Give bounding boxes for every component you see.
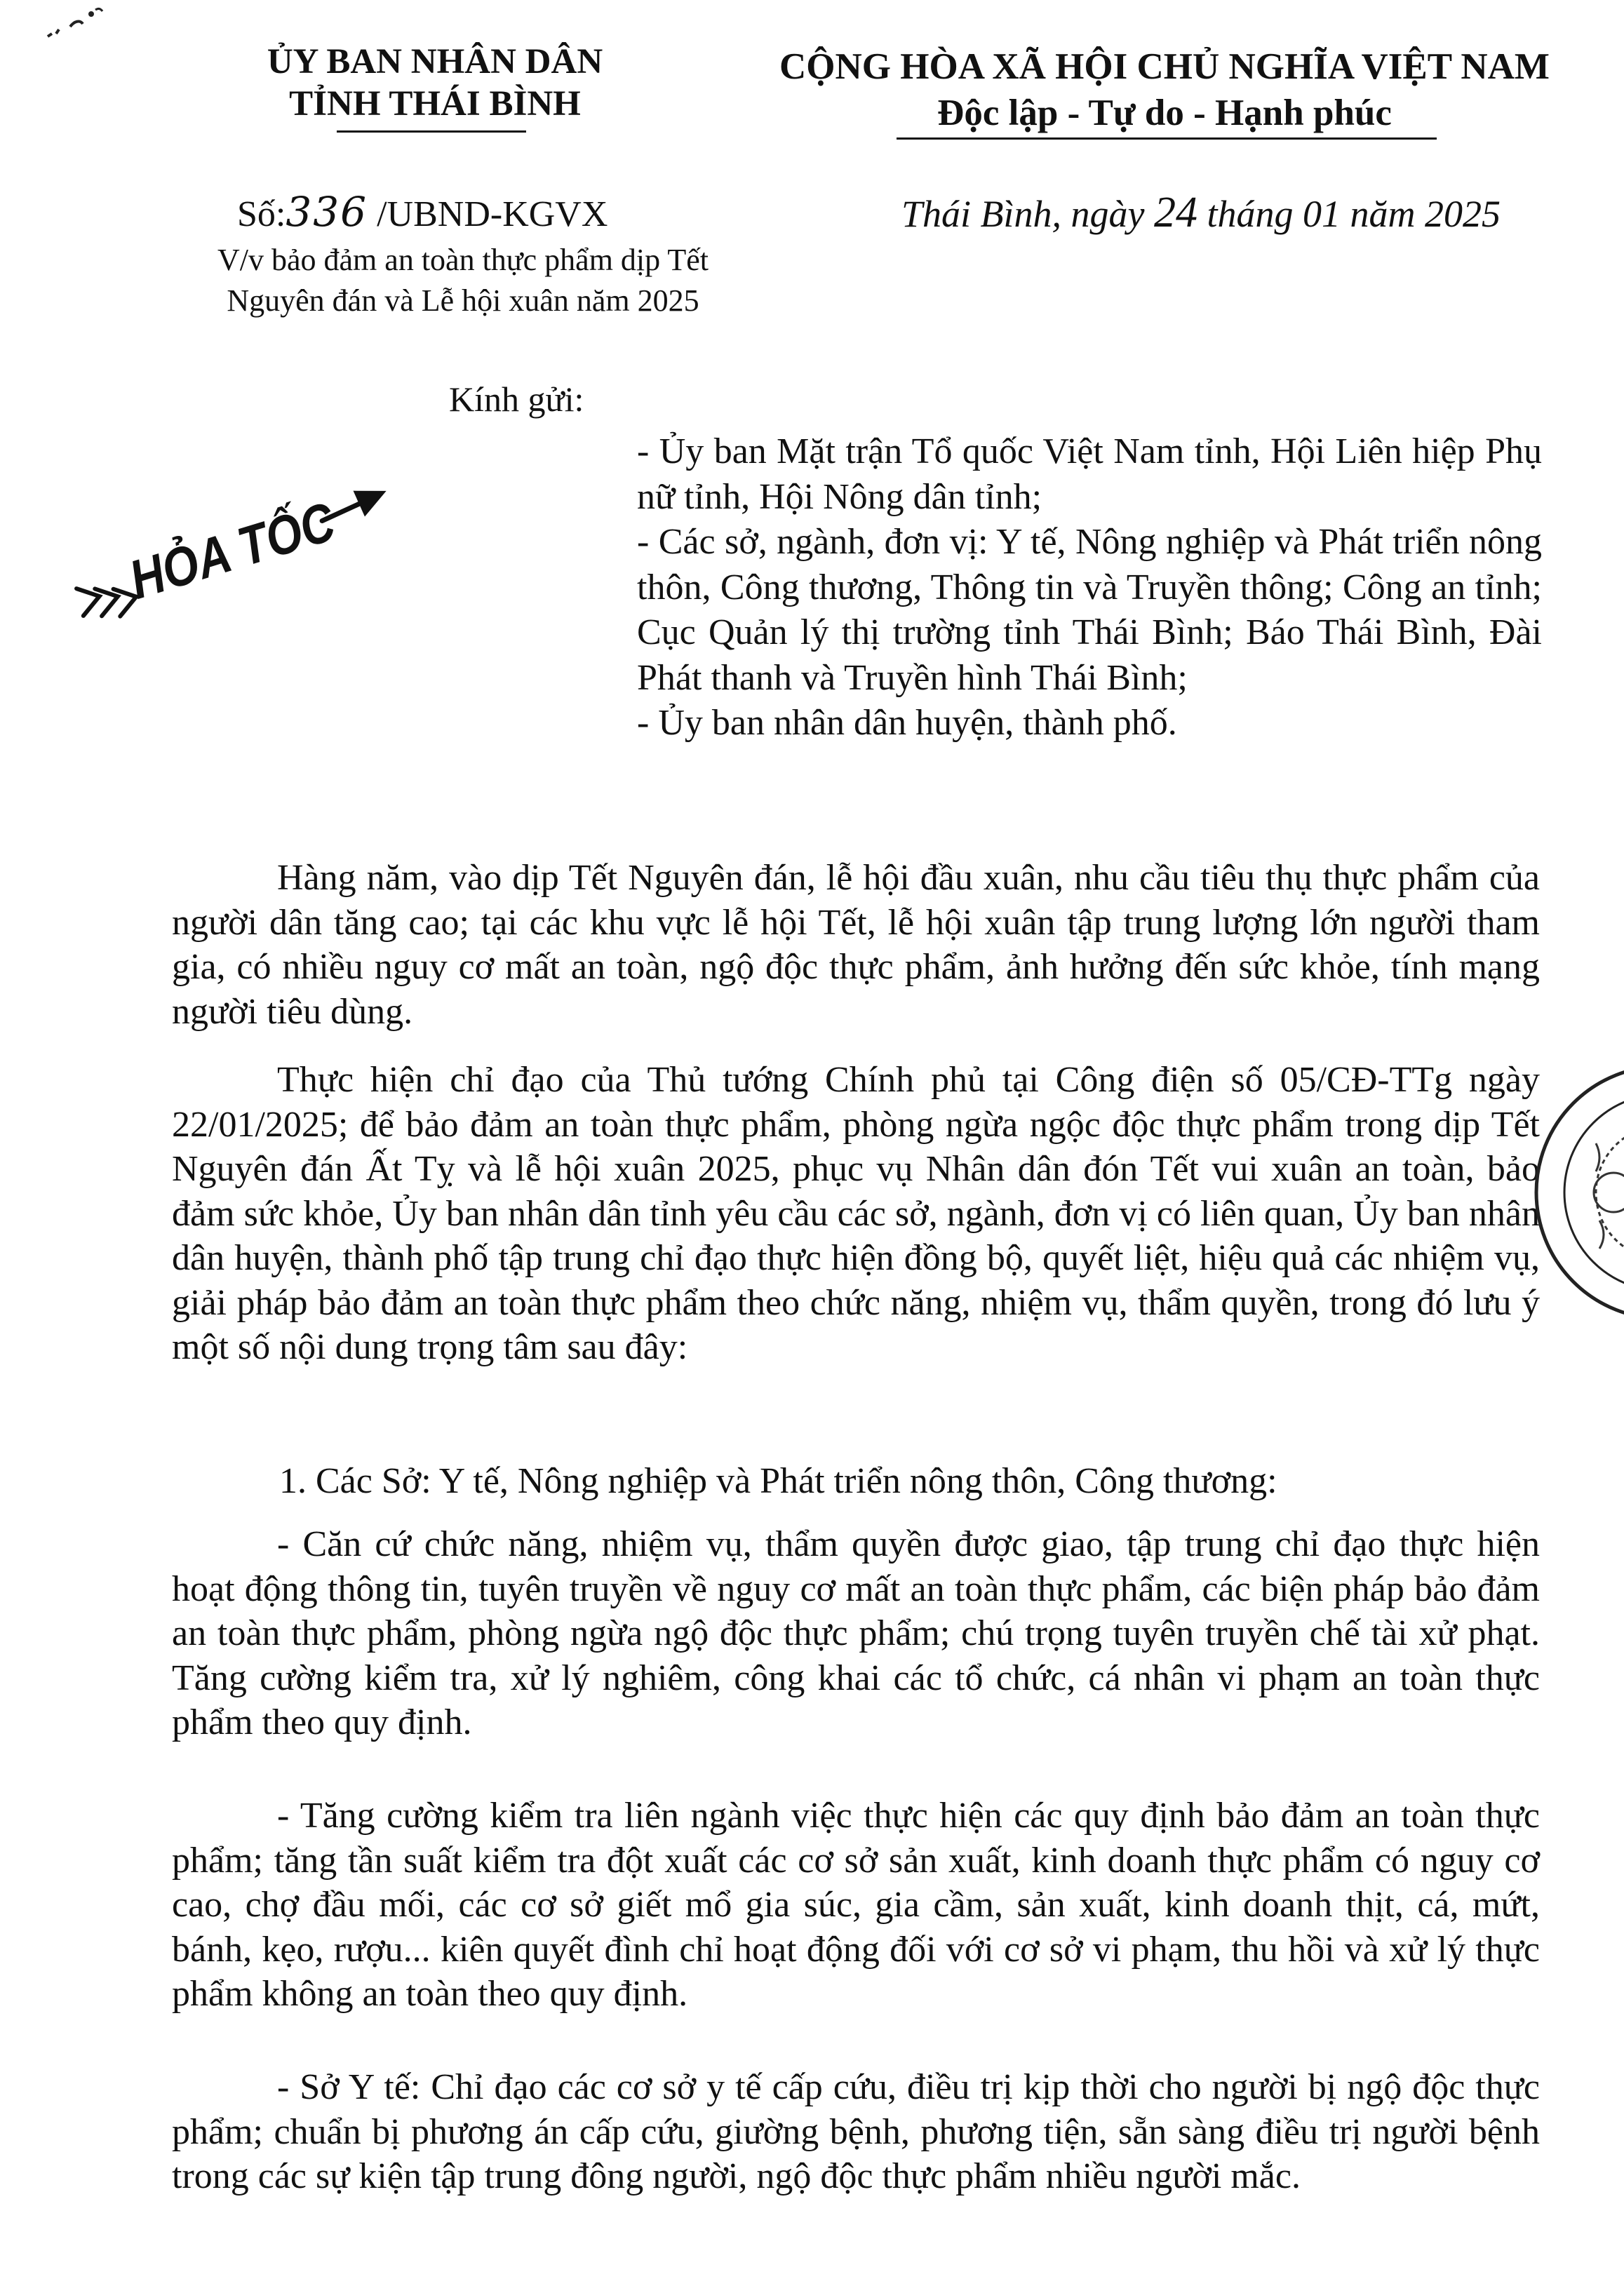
official-seal xyxy=(1529,1031,1624,1354)
salutation: Kính gửi: xyxy=(449,379,584,419)
paragraph-text: Thực hiện chỉ đạo của Thủ tướng Chính phủ tại Công điện số 05/CĐ-TTg ngày 22/01/2025; để bảo đảm an toàn thực phẩm, phòng ngừa ngộc độc thực phẩm trong dịp Tết Nguyên đán Ất Tỵ và lễ hội xuân 2025, phục vụ Nhân dân đón Tết vui xuân an toàn, bảo đảm sức khỏe, Ủy ban nhân dân tỉnh yêu cầu các sở, ngành, đơn vị có liên quan, Ủy ban nhân dân huyện, thành phố tập trung chỉ đạo thực hiện đồng bộ, quyết liệt, hiệu quả các nhiệm vụ, giải pháp bảo đảm an toàn thực phẩm theo chức năng, nhiệm vụ, thẩm quyền, trong đó lưu ý một số nội dung trọng tâm sau đây: xyxy=(172,1060,1540,1367)
subject-line2: Nguyên đán và Lễ hội xuân năm 2025 xyxy=(227,283,699,318)
date-prefix: Thái Bình, ngày xyxy=(901,193,1154,235)
body-paragraph-4 xyxy=(172,1794,1540,2017)
national-motto xyxy=(737,43,1592,136)
document-date xyxy=(901,188,1501,238)
date-suffix: tháng 01 năm 2025 xyxy=(1197,193,1501,235)
recipient-list xyxy=(637,429,1542,746)
document-number xyxy=(237,188,608,236)
recipient-item: - Ủy ban nhân dân huyện, thành phố. xyxy=(637,703,1177,743)
body-paragraph-1 xyxy=(172,856,1540,1034)
recipient-item: - Ủy ban Mặt trận Tổ quốc Việt Nam tỉnh, Hội Liên hiệp Phụ nữ tỉnh, Hội Nông dân tỉnh; xyxy=(637,431,1542,517)
number-suffix: /UBND-KGVX xyxy=(368,194,608,234)
urgent-stamp xyxy=(49,464,414,633)
subject-line1: V/v bảo đảm an toàn thực phẩm dịp Tết xyxy=(217,243,709,277)
motto-underline xyxy=(897,137,1437,140)
subject-summary xyxy=(210,240,716,321)
number-prefix: Số: xyxy=(237,194,286,234)
paragraph-text: - Tăng cường kiểm tra liên ngành việc thực hiện các quy định bảo đảm an toàn thực phẩm; tăng tần suất kiểm tra đột xuất các cơ sở sản xuất, kinh doanh thực phẩm có nguy cơ cao, chợ đầu mối, các cơ sở giết mổ gia súc, gia cầm, sản xuất, kinh doanh thịt, cá, mứt, bánh, kẹo, rượu... kiên quyết đình chỉ hoạt động đối với cơ sở vi phạm, thu hồi và xử lý thực phẩm không an toàn theo quy định. xyxy=(172,1796,1540,2014)
paragraph-text: Hàng năm, vào dịp Tết Nguyên đán, lễ hội đầu xuân, nhu cầu tiêu thụ thực phẩm của người dân tăng cao; tại các khu vực lễ hội Tết, lễ hội xuân tập trung lượng lớn người tham gia, có nhiều nguy cơ mất an toàn, ngộ độc thực phẩm, ảnh hưởng đến sức khỏe, tính mạng người tiêu dùng. xyxy=(172,858,1540,1032)
nation-line1: CỘNG HÒA XÃ HỘI CHỦ NGHĨA VIỆT NAM xyxy=(779,46,1550,87)
section-1-heading: 1. Các Sở: Y tế, Nông nghiệp và Phát triển nông thôn, Công thương: xyxy=(279,1461,1277,1501)
body-paragraph-3 xyxy=(172,1522,1540,1745)
handwritten-number: 336 xyxy=(286,188,368,236)
body-paragraph-2 xyxy=(172,1058,1540,1370)
agency-underline xyxy=(337,130,526,133)
agency-line2: TỈNH THÁI BÌNH xyxy=(289,84,581,123)
handwritten-day: 24 xyxy=(1154,189,1197,236)
nation-line2: Độc lập - Tự do - Hạnh phúc xyxy=(937,93,1392,133)
paragraph-text: - Căn cứ chức năng, nhiệm vụ, thẩm quyền được giao, tập trung chỉ đạo thực hiện hoạt động thông tin, tuyên truyền về nguy cơ mất an toàn thực phẩm, các biện pháp bảo đảm an toàn thực phẩm, phòng ngừa ngộ độc thực phẩm; chú trọng tuyên truyền chế tài xử phạt. Tăng cường kiểm tra, xử lý nghiêm, công khai các tổ chức, cá nhân vi phạm an toàn thực phẩm theo quy định. xyxy=(172,1524,1540,1742)
issuing-agency xyxy=(210,41,659,125)
urgent-stamp-text: HỎA TỐC xyxy=(122,478,380,611)
scan-mark xyxy=(42,6,119,48)
paragraph-text: - Sở Y tế: Chỉ đạo các cơ sở y tế cấp cứu, điều trị kịp thời cho người bị ngộ độc thực phẩm; chuẩn bị phương án cấp cứu, giường bệnh, phương tiện, sẵn sàng điều trị người bệnh trong các sự kiện tập trung đông người, ngộ độc thực phẩm nhiều người mắc. xyxy=(172,2067,1540,2196)
body-paragraph-5 xyxy=(172,2065,1540,2199)
recipient-item: - Các sở, ngành, đơn vị: Y tế, Nông nghiệp và Phát triển nông thôn, Công thương, Thông tin và Truyền thông; Công an tỉnh; Cục Quản lý thị trường tỉnh Thái Bình; Báo Thái Bình, Đài Phát thanh và Truyền hình Thái Bình; xyxy=(637,522,1542,698)
agency-line1: ỦY BAN NHÂN DÂN xyxy=(267,42,603,81)
